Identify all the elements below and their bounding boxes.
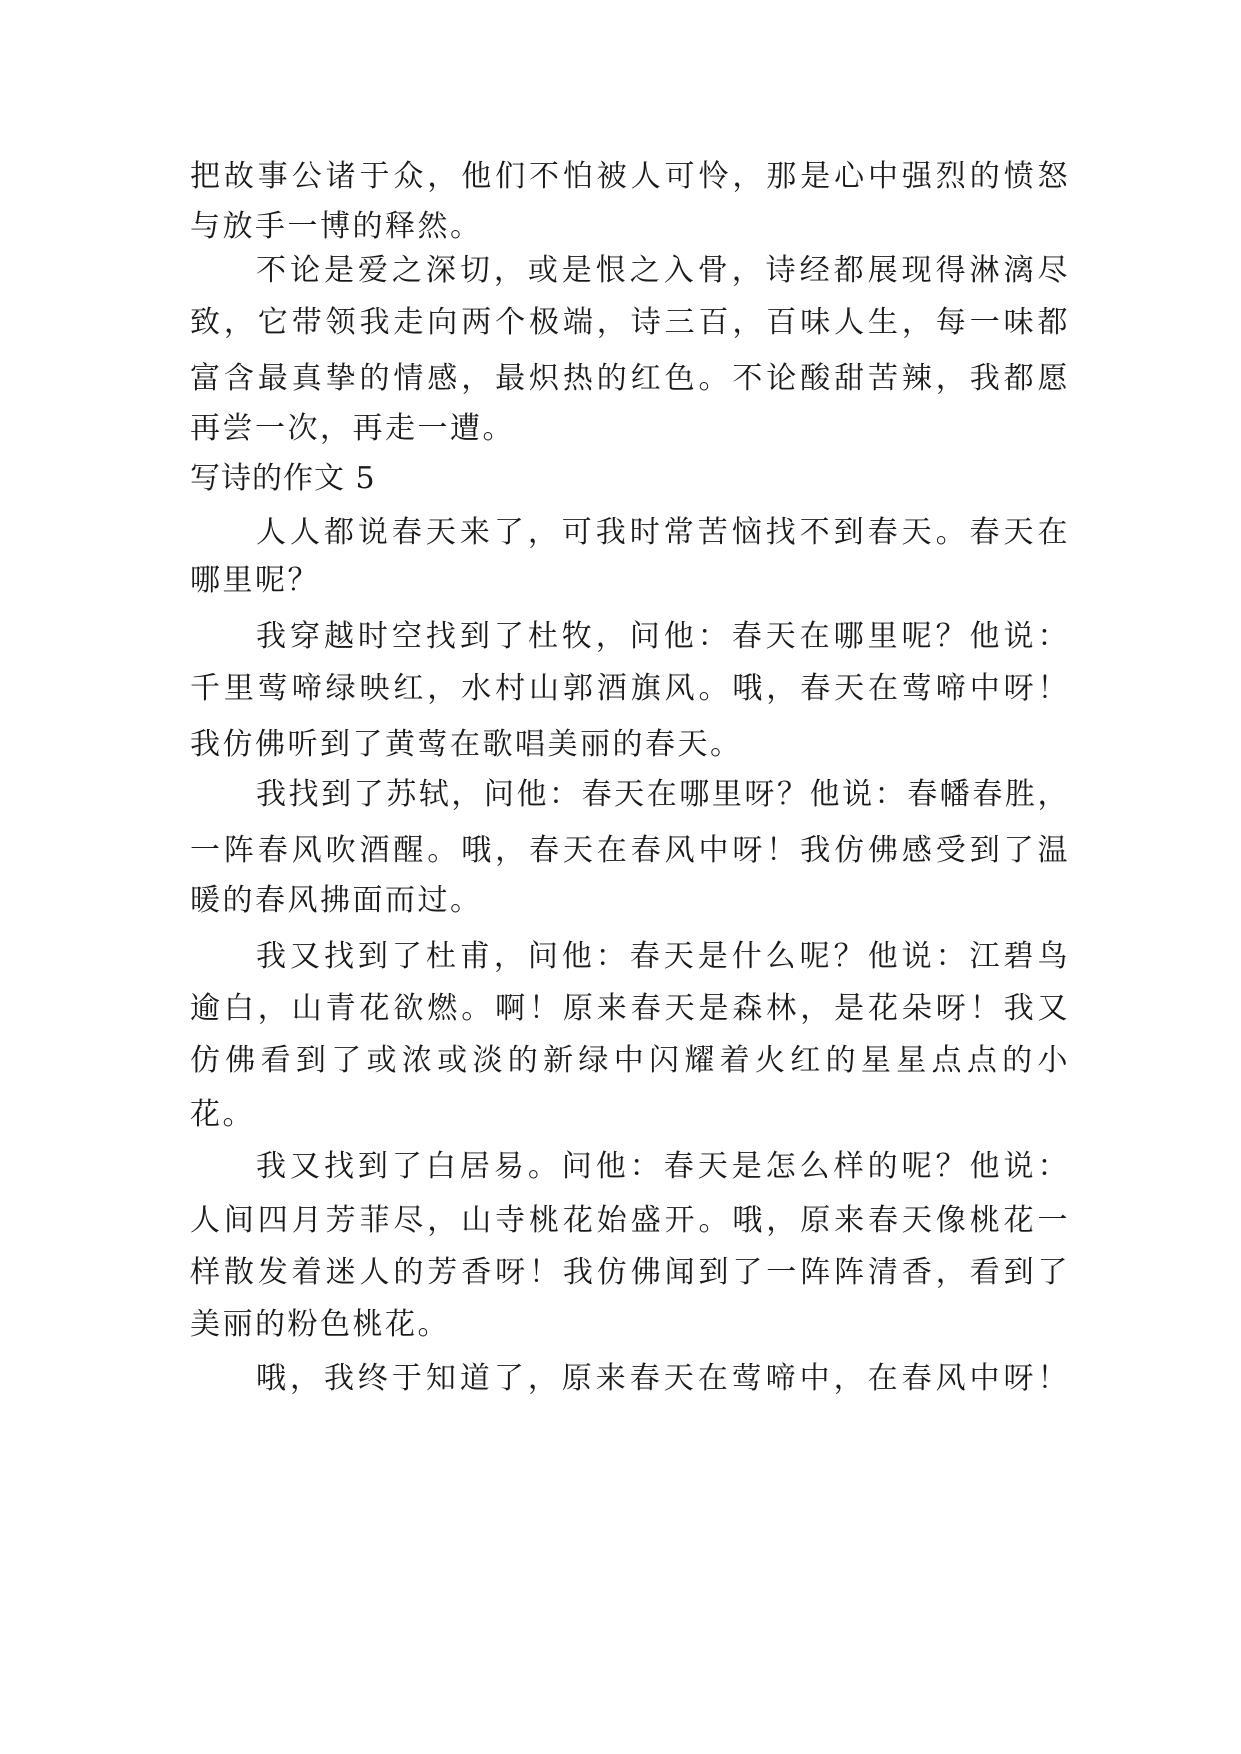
text-line: 哦，我终于知道了，原来春天在莺啼中，在春风中呀！: [256, 1361, 1070, 1396]
text-line: 我仿佛听到了黄莺在歌唱美丽的春天。: [190, 727, 743, 762]
text-line: 仿佛看到了或浓或淡的新绿中闪耀着火红的星星点点的小: [190, 1043, 1070, 1078]
text-line: 与放手一博的释然。: [190, 209, 483, 244]
text-line: 我又找到了白居易。问他：春天是怎么样的呢？他说：: [256, 1149, 1070, 1184]
text-line: 我找到了苏轼，问他：春天在哪里呀？他说：春幡春胜，: [256, 777, 1070, 812]
text-line: 我穿越时空找到了杜牧，问他：春天在哪里呢？他说：: [256, 619, 1070, 654]
text-line: 样散发着迷人的芳香呀！我仿佛闻到了一阵阵清香，看到了: [190, 1255, 1070, 1290]
section-heading: 写诗的作文 5: [190, 461, 376, 496]
text-line: 不论是爱之深切，或是恨之入骨，诗经都展现得淋漓尽: [256, 253, 1070, 288]
text-line: 人人都说春天来了，可我时常苦恼找不到春天。春天在: [256, 515, 1070, 550]
text-line: 美丽的粉色桃花。: [190, 1307, 450, 1342]
text-line: 千里莺啼绿映红，水村山郭酒旗风。哦，春天在莺啼中呀！: [190, 671, 1070, 706]
text-line: 把故事公诸于众，他们不怕被人可怜，那是心中强烈的愤怒: [190, 159, 1070, 194]
text-line: 我又找到了杜甫，问他：春天是什么呢？他说：江碧鸟: [256, 939, 1070, 974]
text-line: 暖的春风拂面而过。: [190, 883, 483, 918]
text-line: 一阵春风吹酒醒。哦，春天在春风中呀！我仿佛感受到了温: [190, 833, 1070, 868]
text-line: 致，它带领我走向两个极端，诗三百，百味人生，每一味都: [190, 305, 1070, 340]
text-line: 再尝一次，再走一遭。: [190, 411, 515, 446]
text-line: 富含最真挚的情感，最炽热的红色。不论酸甜苦辣，我都愿: [190, 361, 1070, 396]
text-line: 逾白，山青花欲燃。啊！原来春天是森林，是花朵呀！我又: [190, 991, 1070, 1026]
text-line: 花。: [190, 1097, 255, 1132]
text-line: 哪里呢？: [190, 563, 320, 598]
text-line: 人间四月芳菲尽，山寺桃花始盛开。哦，原来春天像桃花一: [190, 1203, 1070, 1238]
